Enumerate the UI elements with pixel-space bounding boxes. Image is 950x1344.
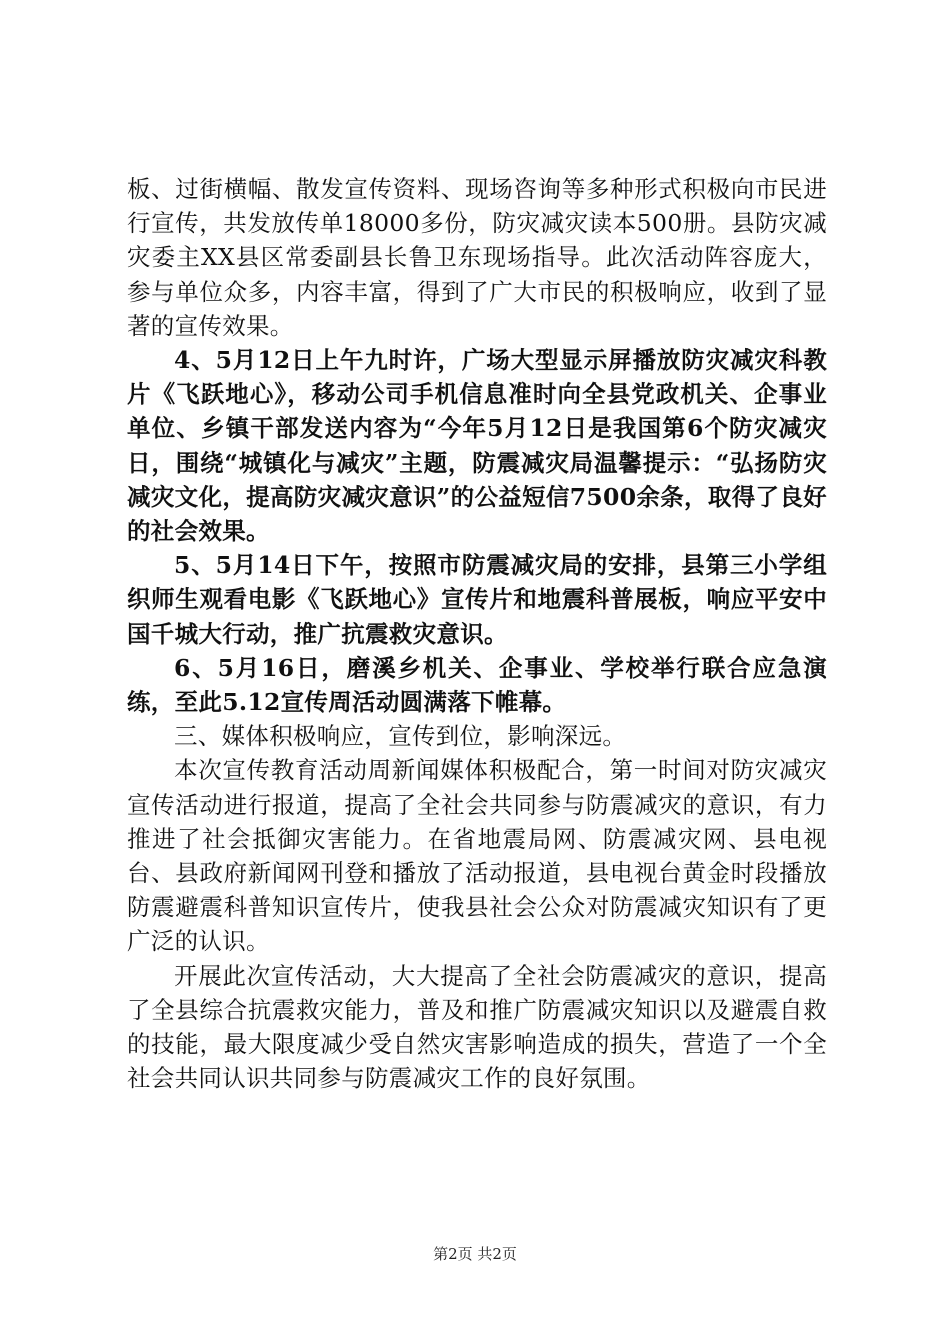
document-body <box>127 172 827 1095</box>
paragraph-item-4: 4、5月12日上午九时许，广场大型显示屏播放防灾减灾科教片《飞跃地心》，移动公司手机信息准时向全县党政机关、企事业单位、乡镇干部发送内容为“今年5月12日是我国第6个防灾减灾日，围绕“城镇化与减灾”主题，防震减灾局温馨提示：“弘扬防灾减灾文化，提高防灾减灾意识”的公益短信7500余条，取得了良好的社会效果。 <box>127 346 827 546</box>
paragraph-item-5: 5、5月14日下午，按照市防震减灾局的安排，县第三小学组织师生观看电影《飞跃地心》宣传片和地震科普展板，响应平安中国千城大行动，推广抗震救灾意识。 <box>127 551 827 648</box>
paragraph-continuation: 板、过街横幅、散发宣传资料、现场咨询等多种形式积极向市民进行宣传，共发放传单18000多份，防灾减灾读本500册。县防灾减灾委主XX县区常委副县长鲁卫东现场指导。此次活动阵容庞大，参与单位众多，内容丰富，得到了广大市民的积极响应，收到了显著的宣传效果。 <box>127 175 827 340</box>
section-heading-3: 三、媒体积极响应，宣传到位，影响深远。 <box>174 722 627 751</box>
page-footer: 第2页 共2页 <box>433 1245 517 1263</box>
paragraph-conclusion: 开展此次宣传活动，大大提高了全社会防震减灾的意识，提高了全县综合抗震救灾能力，普及和推广防震减灾知识以及避震自救的技能，最大限度减少受自然灾害影响造成的损失，营造了一个全社会共同认识共同参与防震减灾工作的良好氛围。 <box>127 961 827 1093</box>
paragraph-media-response: 本次宣传教育活动周新闻媒体积极配合，第一时间对防灾减灾宣传活动进行报道，提高了全社会共同参与防震减灾的意识，有力推进了社会抵御灾害能力。在省地震局网、防震减灾网、县电视台、县政府新闻网刊登和播放了活动报道，县电视台黄金时段播放防震避震科普知识宣传片，使我县社会公众对防震减灾知识有了更广泛的认识。 <box>127 756 827 956</box>
paragraph-item-6: 6、5月16日，磨溪乡机关、企事业、学校举行联合应急演练，至此5.12宣传周活动圆满落下帷幕。 <box>127 653 827 717</box>
